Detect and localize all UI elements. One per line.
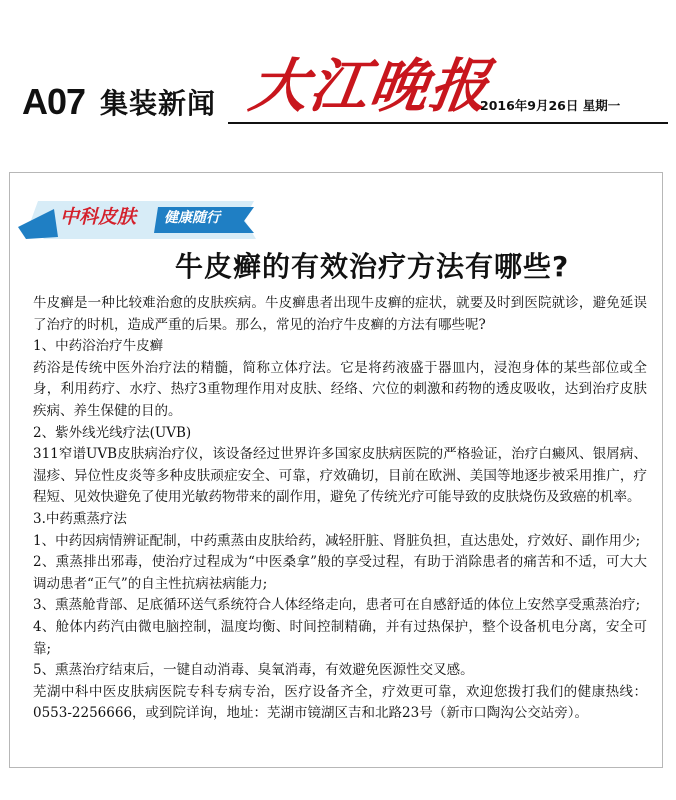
paragraph: 药浴是传统中医外治疗法的精髓，简称立体疗法。它是将药液盛于器皿内，浸泡身体的某些部位或全身，利用药疗、水疗、热疗3重物理作用对皮肤、经络、穴位的刺激和药物的透皮吸收，达到治疗皮肤疾病、养生保健的目的。 <box>33 359 647 419</box>
page-code: A07 <box>22 81 86 122</box>
article-headline: 牛皮癣的有效治疗方法有哪些? <box>175 250 570 283</box>
date-line <box>480 98 620 114</box>
paragraph: 311窄谱UVB皮肤病治疗仪，该设备经过世界许多国家皮肤病医院的严格验证，治疗白癜风、银屑病、湿疹、异位性皮炎等多种皮肤顽症安全、可靠，疗效确切，目前在欧洲、美国等地逐步被采用推广，疗程短、见效快避免了使用光敏药物带来的副作用，避免了传统光疗可能导致的皮肤烧伤及致癌的机率。 <box>33 446 647 506</box>
banner-column: 健康随行 <box>164 210 220 226</box>
paragraph: 2、熏蒸排出邪毒，使治疗过程成为“中医桑拿”般的享受过程，有助于消除患者的痛苦和不适，可大大调动患者“正气”的自主性抗病祛病能力; <box>33 554 647 592</box>
column-banner <box>18 199 264 241</box>
banner-ribbon-shape <box>18 199 264 241</box>
banner-brand: 中科皮肤 <box>60 206 137 228</box>
section-name: 集装新闻 <box>100 87 217 120</box>
issue-weekday: 星期一 <box>582 98 621 113</box>
paragraph: 2、紫外线光线疗法(UVB) <box>33 424 192 441</box>
newspaper-logo: 大江晚报 <box>245 52 495 120</box>
paragraph: 4、舱体内药汽由微电脑控制，温度均衡、时间控制精确，并有过热保护，整个设备机电分离，安全可靠; <box>33 618 647 657</box>
paragraph: 1、中药因病情辨证配制，中药熏蒸由皮肤给药，减轻肝脏、肾脏负担，直达患处，疗效好、副作用少; <box>33 532 641 549</box>
paragraph: 3.中药熏蒸疗法 <box>33 510 127 527</box>
issue-date: 2016年9月26日 <box>480 98 579 113</box>
article-box <box>9 172 663 768</box>
masthead <box>0 0 676 140</box>
paragraph: 牛皮癣是一种比较难治愈的皮肤疾病。牛皮癣患者出现牛皮癣的症状，就要及时到医院就诊，避免延误了治疗的时机，造成严重的后果。那么，常见的治疗牛皮癣的方法有哪些呢? <box>33 295 647 333</box>
paragraph: 1、中药浴治疗牛皮癣 <box>33 338 164 355</box>
paragraph: 3、熏蒸舱背部、足底循环送气系统符合人体经络走向，患者可在自感舒适的体位上安然享受熏蒸治疗; <box>33 597 641 614</box>
paragraph: 5、熏蒸治疗结束后，一键自动消毒、臭氧消毒，有效避免医源性交叉感。 <box>33 662 474 679</box>
article-body <box>33 293 647 725</box>
paragraph: 芜湖中科中医皮肤病医院专科专病专治，医疗设备齐全，疗效更可靠，欢迎您拨打我们的健康热线：0553-2256666，或到院详询，地址：芜湖市镜湖区吉和北路23号（新市口陶沟公交站旁）。 <box>33 683 647 722</box>
masthead-rule <box>228 122 668 124</box>
